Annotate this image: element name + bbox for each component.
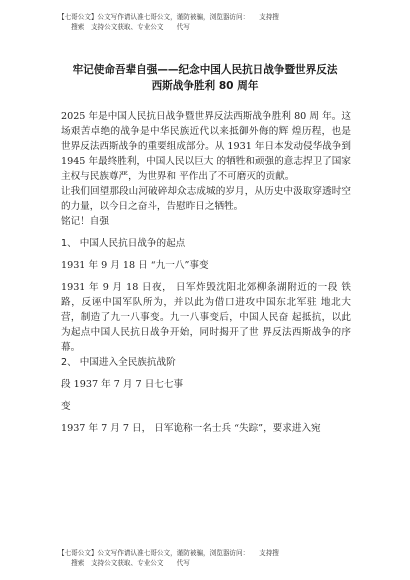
document-body [61,109,351,436]
footer-line-1: 【七哥公文】公文写作请认准七哥公文，谨防被骗，浏览器访问： 支持搜 [58,549,279,557]
spacer [61,370,351,377]
section-1-paragraph: 1931 年 9 月 18 日夜， 日军炸毁沈阳北郊柳条湖附近的一段 铁路，反诬中国军队所为，并以此为借口进攻中国东北军驻 地北大营，制造了九一八事变。九一八事变后，中国人民奋 起抵抗，以此为起点中国人民抗日战争开始，同时揭开了世 界反法西斯战争的序幕。 [61,282,351,353]
document-title [40,62,370,94]
title-line-1: 牢记使命吾辈自强——纪念中国人民抗日战争暨世界反法 [72,64,338,76]
subsection-heading-2-cont: 变 [61,401,71,412]
slogan: 铭记！自强 [61,216,109,227]
page-footer [58,548,358,568]
section-heading-2: 2、 中国进入全民族抗战阶 [61,357,176,368]
spacer [61,273,351,280]
spacer [61,414,351,421]
section-2-paragraph: 1937 年 7 月 7 日， 日军诡称一名士兵 “失踪”，要求进入宛 [61,423,321,434]
subsection-heading-1: 1931 年 9 月 18 日 “九一八”事变 [61,260,209,271]
spacer [61,392,351,399]
subsection-heading-2: 段 1937 年 7 月 7 日七七事 [61,379,184,390]
header-line-2: 搜索 支持公文获取、专业公文 代写 [58,23,190,31]
page-header [58,12,358,32]
section-heading-1: 1、 中国人民抗日战争的起点 [61,238,186,249]
title-line-2: 西斯战争胜利 80 周年 [151,80,259,92]
footer-line-2: 搜索 支持公文获取、专业公文 代写 [58,559,190,567]
header-line-1: 【七哥公文】公文写作请认准七哥公文，谨防被骗，浏览器访问： 支持搜 [58,13,279,21]
spacer [61,229,351,236]
call-to-remember-paragraph: 让我们回望那段山河破碎却众志成城的岁月，从历史中汲取穿透时空的力量，以今日之奋斗，告慰昨日之牺牲。 [61,186,351,212]
spacer [61,251,351,258]
intro-paragraph: 2025 年是中国人民抗日战争暨世界反法西斯战争胜利 80 周 年。这场艰苦卓绝的战争是中华民族近代以来抵御外侮的辉 煌历程，也是世界反法西斯战争的重要组成部分。从 1931 年日本发动侵华战争到 1945 年最终胜利，中国人民以巨大 的牺牲和顽强的意志捍卫了国家主权与民族尊严，为世界和 平作出了不可磨灭的贡献。 [61,111,351,182]
